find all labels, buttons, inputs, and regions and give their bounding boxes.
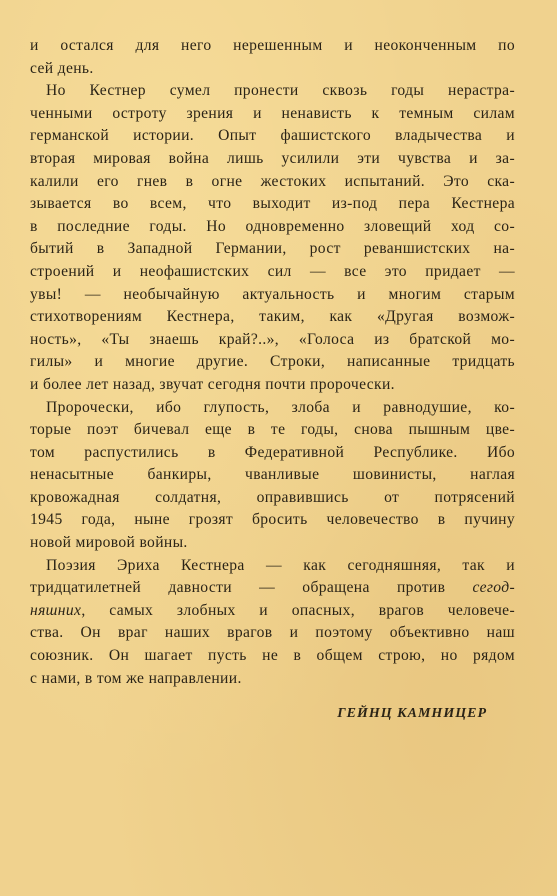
text-line: ненасытные банкиры, чванливые шовинисты, наглая	[30, 466, 515, 484]
text-line: строений и неофашистских сил — все это придает —	[30, 262, 515, 280]
text-line: Но Кестнер сумел пронести сквозь годы нерастра-	[46, 82, 515, 100]
text-line: сей день.	[30, 59, 94, 77]
text-line: новой мировой войны.	[30, 534, 188, 552]
text-line: 1945 года, ныне грозят бросить человечество в пучину	[30, 511, 515, 529]
text-line: ченными остроту зрения и ненависть к темным силам	[30, 104, 515, 122]
text-line: кровожадная солдатня, оправившись от потрясений	[30, 488, 515, 506]
text-line: Пророчески, ибо глупость, злоба и равнодушие, ко-	[46, 398, 515, 416]
text-line: с нами, в том же направлении.	[30, 669, 242, 687]
text-line: Поэзия Эриха Кестнера — как сегодняшняя, так и	[46, 556, 515, 574]
text-line: стихотворениям Кестнера, таким, как «Другая возмож-	[30, 308, 515, 326]
text-line: торые поэт бичевал еще в те годы, снова пышным цве-	[30, 421, 515, 439]
text-line: ства. Он враг наших врагов и поэтому объективно наш	[30, 624, 515, 642]
text-line: зывается во всем, что выходит из-под пера Кестнера	[30, 195, 515, 213]
text-line: в последние годы. Но одновременно зловещий ход со-	[30, 217, 515, 235]
text-line: вторая мировая война лишь усилили эти чувства и за-	[30, 149, 515, 167]
text-line	[30, 577, 515, 600]
author-signature: ГЕЙНЦ КАМНИЦЕР	[337, 706, 487, 721]
text-fragment: , самых злобных и опасных, врагов человече-	[81, 601, 515, 619]
text-line: и остался для него нерешенным и неоконченным по	[30, 37, 515, 54]
text-line: калили его гнев в огне жестоких испытаний. Это ска-	[30, 172, 515, 190]
italic-fragment: няшних	[30, 601, 82, 619]
body-text	[30, 35, 515, 690]
text-line: гилы» и многие другие. Строки, написанные тридцать	[30, 353, 515, 371]
text-line: бытий в Западной Германии, рост реваншистских на-	[30, 240, 515, 258]
text-line: союзник. Он шагает пусть не в общем строю, но рядом	[30, 647, 515, 665]
text-line: ность», «Ты знаешь край?..», «Голоса из братской мо-	[30, 330, 515, 348]
text-fragment: тридцатилетней давности — обращена против	[30, 579, 473, 597]
text-line: и более лет назад, звучат сегодня почти пророчески.	[30, 375, 395, 393]
text-line	[30, 600, 515, 623]
italic-fragment: сегод-	[472, 579, 515, 597]
text-line: том распустились в Федеративной Республике. Ибо	[30, 443, 515, 461]
text-line: увы! — необычайную актуальность и многим старым	[30, 285, 515, 303]
text-line: германской истории. Опыт фашистского владычества и	[30, 127, 515, 145]
